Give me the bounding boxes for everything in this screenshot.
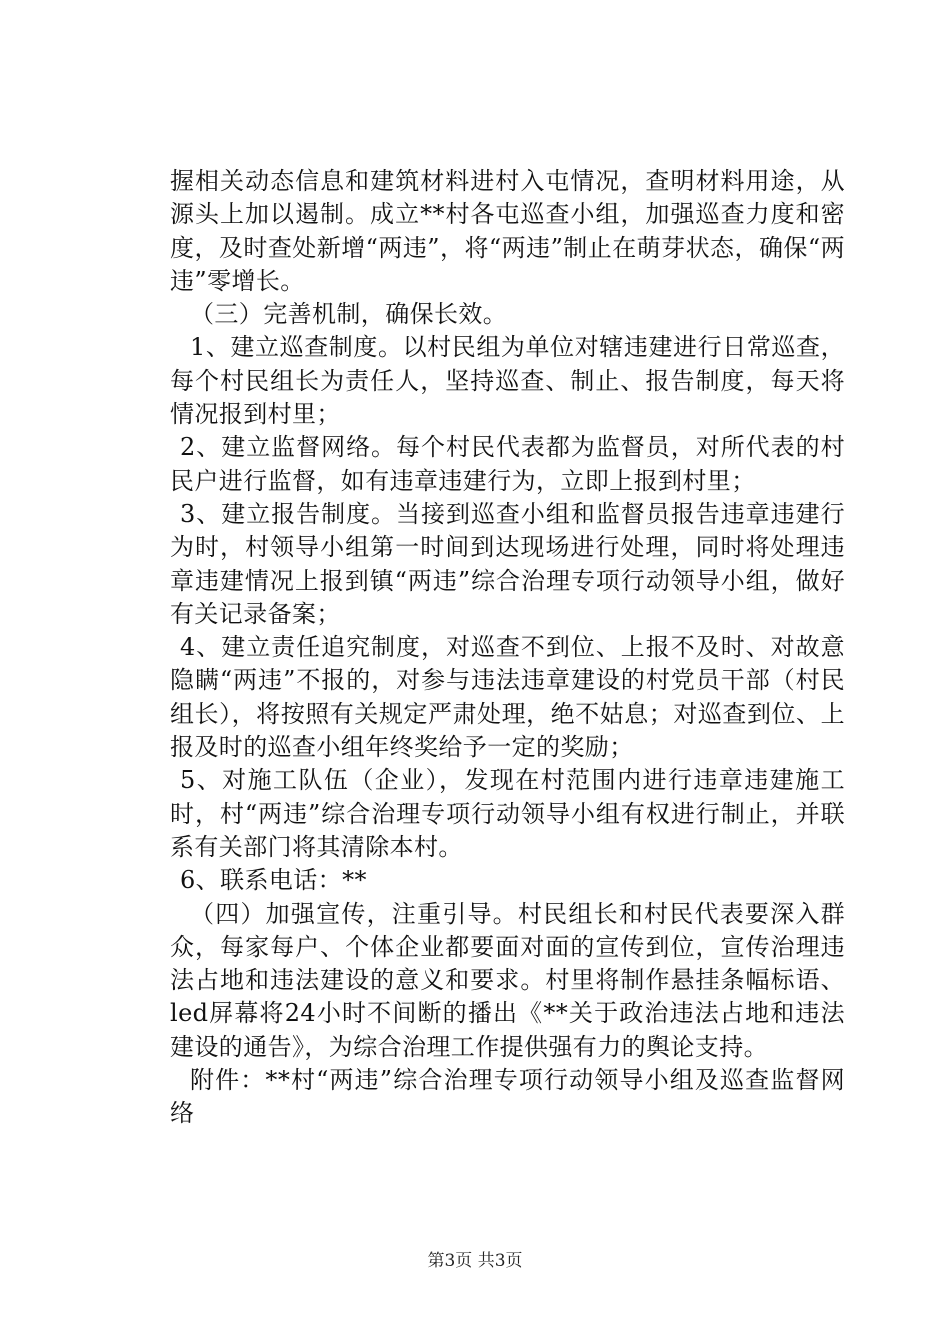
page-number-footer: 第3页 共3页 <box>427 1251 523 1271</box>
paragraph-item-1: 1、建立巡查制度。以村民组为单位对辖违建进行日常巡查，每个村民组长为责任人，坚持巡查、制止、报告制度，每天将情况报到村里； <box>170 333 845 429</box>
paragraph-item-5: 5、对施工队伍（企业），发现在村范围内进行违章违建施工时，村“两违”综合治理专项行动领导小组有权进行制止，并联系有关部门将其清除本村。 <box>170 766 845 861</box>
paragraph-item-4: 4、建立责任追究制度，对巡查不到位、上报不及时、对故意隐瞒“两违”不报的，对参与违法违章建设的村党员干部（村民组长），将按照有关规定严肃处理，绝不姑息；对巡查到位、上报及时的巡查小组年终奖给予一定的奖励； <box>170 633 845 762</box>
document-body <box>170 165 845 1131</box>
section-heading-3: （三）完善机制，确保长效。 <box>190 300 508 329</box>
paragraph-attachment: 附件：**村“两违”综合治理专项行动领导小组及巡查监督网络 <box>170 1066 845 1128</box>
paragraph-item-3: 3、建立报告制度。当接到巡查小组和监督员报告违章违建行为时，村领导小组第一时间到达现场进行处理，同时将处理违章违建情况上报到镇“两违”综合治理专项行动领导小组，做好有关记录备案； <box>170 499 845 628</box>
paragraph-item-6: 6、联系电话：** <box>180 866 367 895</box>
section-heading-4: （四）加强宣传，注重引导。村民组长和村民代表要深入群众，每家每户、个体企业都要面对面的宣传到位，宣传治理违法占地和违法建设的意义和要求。村里将制作悬挂条幅标语、led屏幕将24小时不间断的播出《**关于政治违法占地和违法建设的通告》，为综合治理工作提供强有力的舆论支持。 <box>170 899 845 1061</box>
paragraph-continuation: 握相关动态信息和建筑材料进村入屯情况，查明材料用途，从源头上加以遏制。成立**村各屯巡查小组，加强巡查力度和密度，及时查处新增“两违”，将“两违”制止在萌芽状态，确保“两违”零增长。 <box>170 167 845 295</box>
paragraph-item-2: 2、建立监督网络。每个村民代表都为监督员，对所代表的村民户进行监督，如有违章违建行为，立即上报到村里； <box>170 433 845 495</box>
